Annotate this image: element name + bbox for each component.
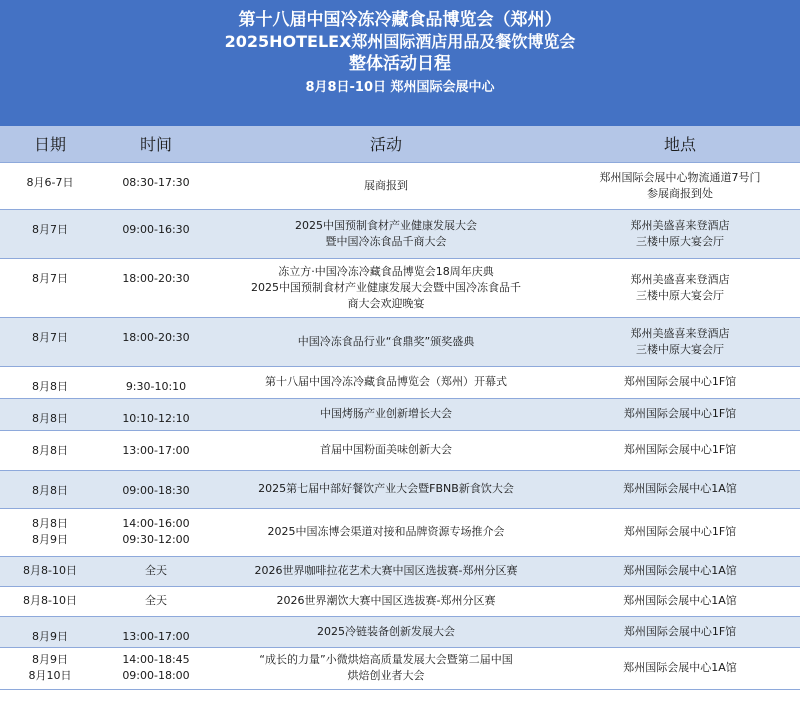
activity-cell — [212, 430, 560, 470]
location-cell-line: 郑州美盛喜来登酒店 — [630, 218, 730, 232]
activity-cell — [212, 162, 560, 209]
activity-cell-line: 展商报到 — [364, 178, 408, 192]
date-cell-line: 8月9日 — [32, 653, 68, 666]
time-cell — [100, 366, 212, 398]
date-cell-line: 8月8-10日 — [23, 594, 77, 607]
table-row — [0, 647, 800, 689]
location-cell — [560, 430, 800, 470]
location-cell — [560, 162, 800, 209]
time-cell-line: 全天 — [145, 564, 167, 577]
location-cell-line: 郑州国际会展中心物流通道7号门 — [599, 170, 761, 184]
schedule-header — [0, 0, 800, 126]
location-cell-line: 郑州美盛喜来登酒店 — [630, 272, 730, 286]
table-row — [0, 556, 800, 586]
time-cell-line: 14:00-16:00 — [122, 517, 190, 530]
date-cell-line: 8月7日 — [32, 271, 68, 285]
date-cell-line: 8月7日 — [32, 330, 68, 344]
table-row — [0, 209, 800, 258]
time-cell — [100, 398, 212, 430]
location-cell-line: 三楼中原大宴会厅 — [636, 234, 724, 248]
location-cell — [560, 508, 800, 556]
activity-cell-line: 2026世界咖啡拉花艺术大赛中国区选拔赛-郑州分区赛 — [254, 564, 518, 577]
activity-cell-line: “成长的力量”小微烘焙高质量发展大会暨第二届中国 — [259, 653, 513, 666]
table-row — [0, 508, 800, 556]
time-cell — [100, 430, 212, 470]
time-cell — [100, 586, 212, 616]
location-cell-line: 郑州国际会展中心1A馆 — [623, 661, 737, 674]
date-cell — [0, 430, 100, 470]
location-cell-line: 郑州国际会展中心1F馆 — [623, 525, 737, 538]
location-cell-line: 郑州国际会展中心1F馆 — [623, 443, 737, 456]
activity-cell-line: 2025中国冻博会渠道对接和品牌资源专场推介会 — [267, 525, 505, 538]
table-row — [0, 162, 800, 209]
activity-cell-line: 烘焙创业者大会 — [347, 669, 425, 682]
header-schedule-title: 整体活动日程 — [349, 54, 451, 74]
time-cell-line: 13:00-17:00 — [122, 443, 190, 457]
time-cell-line: 全天 — [145, 594, 167, 607]
location-cell-line: 郑州国际会展中心1F馆 — [623, 624, 737, 638]
location-cell-line: 郑州国际会展中心1F馆 — [623, 407, 737, 420]
date-cell — [0, 470, 100, 508]
date-cell — [0, 586, 100, 616]
location-cell-line: 郑州国际会展中心1F馆 — [623, 375, 737, 388]
time-cell-line: 18:00-20:30 — [122, 271, 190, 285]
activity-cell-line: 冻立方·中国冷冻冷藏食品博览会18周年庆典 — [278, 264, 494, 278]
location-cell — [560, 366, 800, 398]
date-cell-line: 8月9日 — [32, 629, 68, 643]
date-cell — [0, 556, 100, 586]
time-cell-line: 09:30-12:00 — [122, 533, 190, 546]
date-cell-line: 8月8-10日 — [23, 564, 77, 577]
activity-cell — [212, 616, 560, 647]
activity-cell-line: 2025冷链装备创新发展大会 — [317, 624, 455, 638]
header-date-venue: 8月8日-10日 郑州国际会展中心 — [305, 80, 495, 95]
table-row — [0, 586, 800, 616]
location-cell — [560, 586, 800, 616]
activity-cell — [212, 647, 560, 689]
date-cell — [0, 616, 100, 647]
location-cell — [560, 258, 800, 317]
time-cell-line: 09:00-18:30 — [122, 483, 190, 497]
activity-cell-line: 第十八届中国冷冻冷藏食品博览会（郑州）开幕式 — [265, 375, 507, 388]
date-cell — [0, 258, 100, 317]
time-cell — [100, 508, 212, 556]
time-cell — [100, 317, 212, 366]
activity-cell-line: 2025第七届中部好餐饮产业大会暨FBNB新食饮大会 — [258, 482, 514, 495]
activity-cell-line: 商大会欢迎晚宴 — [347, 296, 425, 310]
date-cell-line: 8月8日 — [32, 411, 68, 425]
date-cell-line: 8月7日 — [32, 222, 68, 236]
activity-cell-line: 2025中国预制食材产业健康发展大会 — [295, 218, 477, 232]
table-row — [0, 470, 800, 508]
activity-cell-line: 暨中国冷冻食品千商大会 — [325, 234, 447, 248]
time-cell-line: 13:00-17:00 — [122, 629, 190, 643]
date-cell-line: 8月8日 — [32, 379, 68, 393]
activity-cell — [212, 317, 560, 366]
date-cell-line: 8月10日 — [28, 669, 72, 682]
location-cell-line: 三楼中原大宴会厅 — [636, 288, 724, 302]
schedule-body — [0, 162, 800, 689]
date-cell-line: 8月8日 — [32, 443, 68, 457]
table-header-row — [0, 126, 800, 162]
date-cell — [0, 317, 100, 366]
column-header-activity: 活动 — [212, 126, 560, 162]
table-row — [0, 398, 800, 430]
time-cell — [100, 556, 212, 586]
activity-cell-line: 首届中国粉面美味创新大会 — [320, 443, 452, 456]
location-cell — [560, 398, 800, 430]
date-cell — [0, 209, 100, 258]
time-cell — [100, 162, 212, 209]
date-cell-line: 8月8日 — [32, 483, 68, 497]
date-cell-line: 8月8日 — [32, 517, 68, 530]
schedule-table — [0, 126, 800, 690]
time-cell — [100, 209, 212, 258]
location-cell-line: 郑州国际会展中心1A馆 — [623, 564, 737, 577]
time-cell — [100, 647, 212, 689]
activity-cell — [212, 209, 560, 258]
location-cell-line: 郑州美盛喜来登酒店 — [630, 326, 730, 340]
time-cell — [100, 470, 212, 508]
date-cell-line: 8月6-7日 — [26, 175, 74, 189]
location-cell-line: 郑州国际会展中心1A馆 — [623, 482, 737, 495]
header-title: 第十八届中国冷冻冷藏食品博览会（郑州） — [238, 10, 562, 30]
table-row — [0, 366, 800, 398]
time-cell-line: 09:00-16:30 — [122, 222, 190, 236]
activity-cell — [212, 398, 560, 430]
time-cell-line: 10:10-12:10 — [122, 411, 190, 425]
activity-cell — [212, 586, 560, 616]
location-cell-line: 参展商报到处 — [647, 186, 713, 200]
activity-cell — [212, 508, 560, 556]
location-cell — [560, 209, 800, 258]
location-cell — [560, 647, 800, 689]
date-cell — [0, 366, 100, 398]
date-cell — [0, 398, 100, 430]
time-cell-line: 08:30-17:30 — [122, 175, 190, 189]
activity-cell-line: 中国烤肠产业创新增长大会 — [320, 407, 452, 420]
column-header-time: 时间 — [100, 126, 212, 162]
activity-cell — [212, 366, 560, 398]
time-cell — [100, 258, 212, 317]
header-subtitle: 2025HOTELEX郑州国际酒店用品及餐饮博览会 — [224, 32, 576, 51]
column-header-date: 日期 — [0, 126, 100, 162]
table-row — [0, 430, 800, 470]
location-cell — [560, 470, 800, 508]
time-cell — [100, 616, 212, 647]
column-header-location: 地点 — [560, 126, 800, 162]
location-cell — [560, 556, 800, 586]
table-row — [0, 616, 800, 647]
date-cell — [0, 162, 100, 209]
location-cell-line: 郑州国际会展中心1A馆 — [623, 594, 737, 607]
activity-cell — [212, 258, 560, 317]
activity-cell — [212, 470, 560, 508]
location-cell — [560, 616, 800, 647]
table-row — [0, 317, 800, 366]
location-cell — [560, 317, 800, 366]
time-cell-line: 14:00-18:45 — [122, 653, 190, 666]
time-cell-line: 09:00-18:00 — [122, 669, 190, 682]
time-cell-line: 9:30-10:10 — [125, 379, 187, 393]
activity-cell-line: 2025中国预制食材产业健康发展大会暨中国冷冻食品千 — [251, 280, 521, 294]
activity-cell-line: 中国冷冻食品行业“食鼎奖”颁奖盛典 — [297, 334, 475, 348]
activity-cell — [212, 556, 560, 586]
location-cell-line: 三楼中原大宴会厅 — [636, 342, 724, 356]
table-row — [0, 258, 800, 317]
activity-cell-line: 2026世界潮饮大赛中国区选拔赛-郑州分区赛 — [276, 594, 496, 607]
time-cell-line: 18:00-20:30 — [122, 330, 190, 344]
date-cell — [0, 647, 100, 689]
date-cell — [0, 508, 100, 556]
date-cell-line: 8月9日 — [32, 533, 68, 546]
